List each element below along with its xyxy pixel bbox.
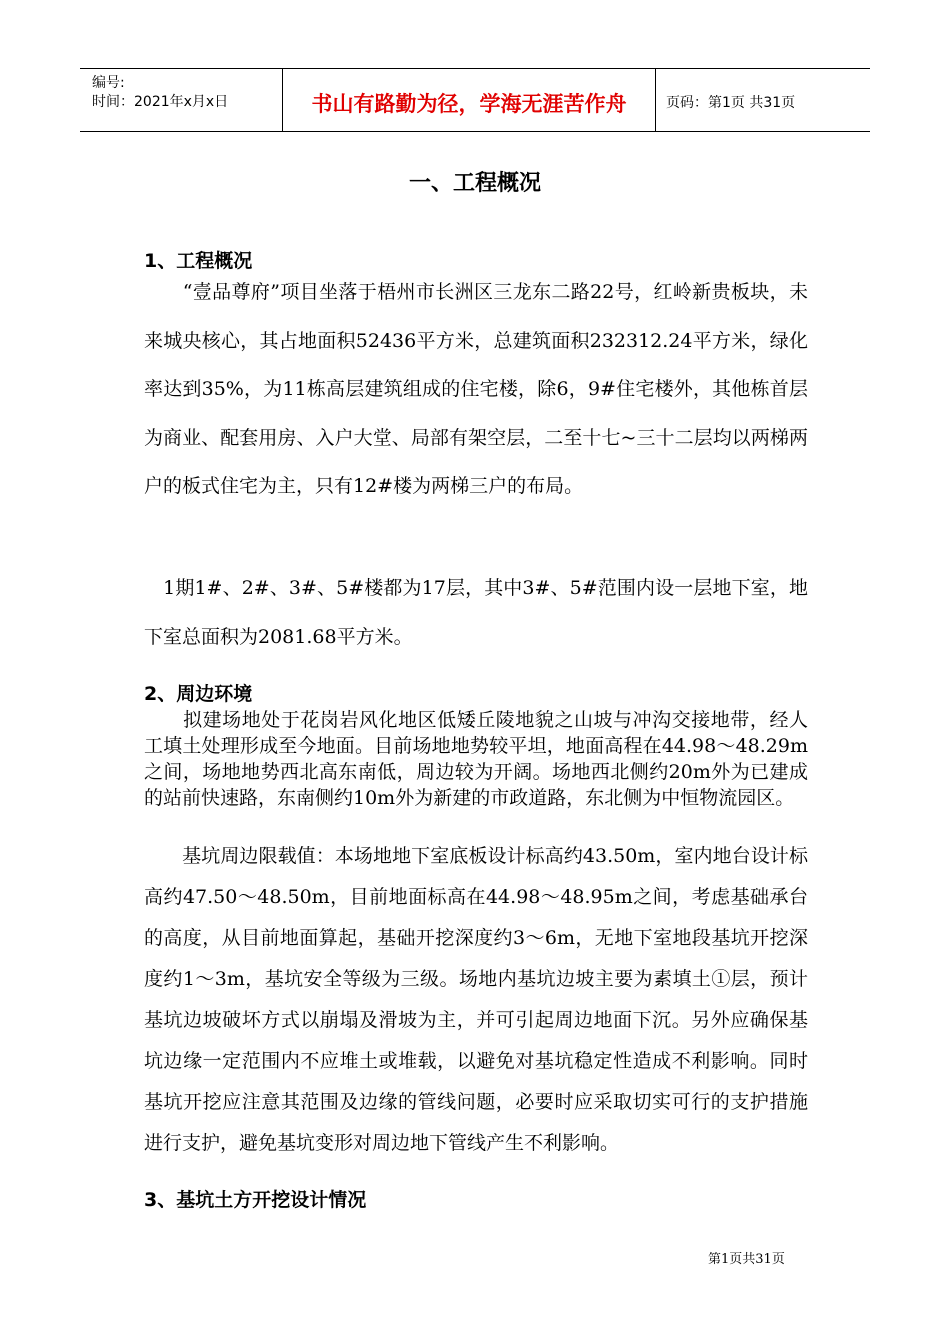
motto-text: 书山有路勤为径，学海无涯苦作舟 [311, 92, 627, 116]
page-number-label: 页码：第1页 共31页 [666, 95, 796, 111]
section-heading-excavation-design: 3、基坑土方开挖设计情况 [144, 1189, 367, 1211]
header-motto-cell [283, 69, 656, 131]
paragraph-site-environment: 拟建场地处于花岗岩风化地区低矮丘陵地貌之山坡与冲沟交接地带，经人工填土处理形成至今地面。目前场地地势较平坦，地面高程在44.98～48.29m之间，场地地势西北高东南低，周边较为开阔。场地西北侧约20m外为已建成的站前快速路，东南侧约10m外为新建的市政道路，东北侧为中恒物流园区。 [144, 709, 808, 809]
document-title: 一、工程概况 [408, 171, 541, 196]
paragraph-load-limits: 基坑周边限载值：本场地地下室底板设计标高约43.50m，室内地台设计标高约47.50～48.50m，目前地面标高在44.98～48.95m之间，考虑基础承台的高度，从目前地面算起，基础开挖深度约3～6m，无地下室地段基坑开挖深度约1～3m，基坑安全等级为三级。场地内基坑边坡主要为素填土①层，预计基坑边坡破坏方式以崩塌及滑坡为主，并可引起周边地面下沉。另外应确保基坑边缘一定范围内不应堆土或堆载，以避免对基坑稳定性造成不利影响。同时基坑开挖应注意其范围及边缘的管线问题，必要时应采取切实可行的支护措施进行支护，避免基坑变形对周边地下管线产生不利影响。 [144, 845, 808, 1154]
number-label: 编号: [92, 75, 125, 91]
header-page-cell [656, 69, 870, 131]
page-footer: 第1页共31页 [708, 1252, 785, 1267]
paragraph-project-overview: “壹品尊府”项目坐落于梧州市长洲区三龙东二路22号，红岭新贵板块，未来城央核心，其占地面积52436平方米，总建筑面积232312.24平方米，绿化率达到35%，为11栋高层建筑组成的住宅楼，除6，9#住宅楼外，其他栋首层为商业、配套用房、入户大堂、局部有架空层，二至十七~三十二层均以两梯两户的板式住宅为主，只有12#楼为两梯三户的布局。 [144, 281, 808, 497]
header-meta-cell [80, 69, 283, 131]
section-heading-surroundings: 2、周边环境 [144, 683, 253, 705]
section-heading-overview: 1、工程概况 [144, 250, 253, 272]
page-header [80, 68, 870, 132]
date-label: 时间：2021年x月x日 [92, 94, 229, 110]
paragraph-phase-one: 1期1#、2#、3#、5#楼都为17层，其中3#、5#范围内设一层地下室，地下室总面积为2081.68平方米。 [144, 577, 808, 648]
